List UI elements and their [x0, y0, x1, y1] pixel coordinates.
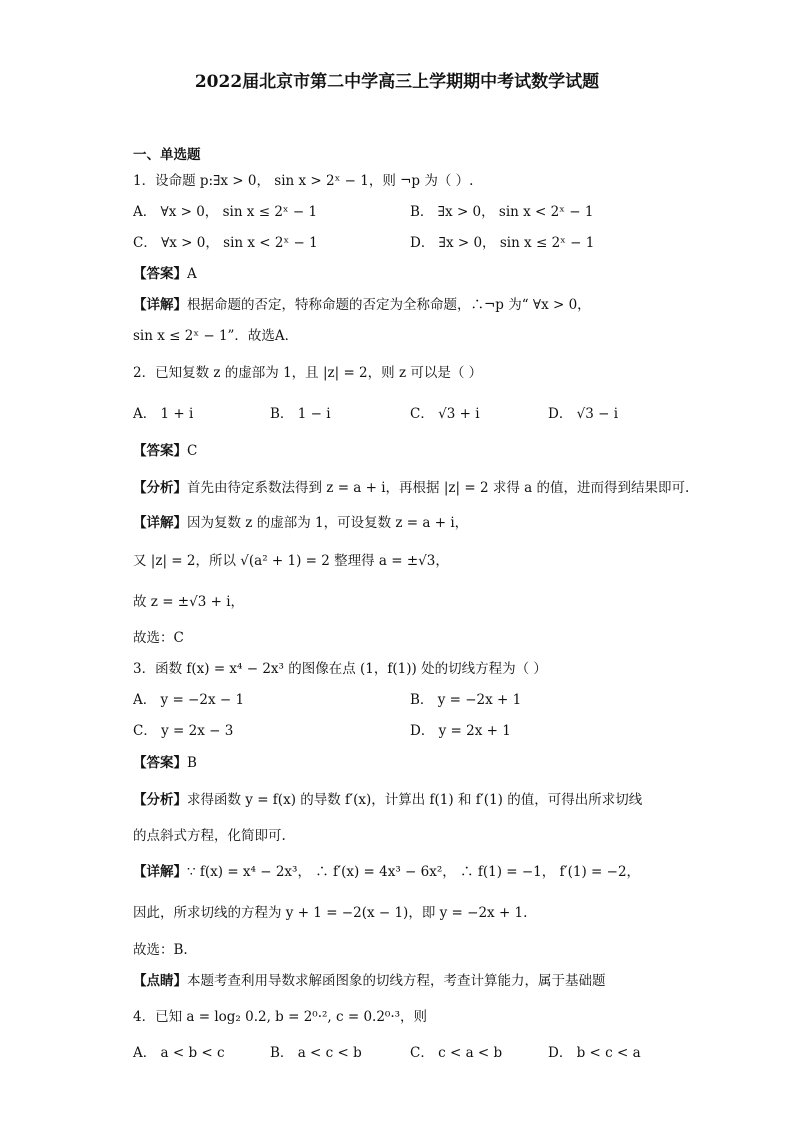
q4-option-b: B． a < c < b: [270, 1045, 362, 1061]
q2-answer: [133, 441, 754, 461]
q1-detail-line2: sin x ≤ 2ˣ − 1”．故选A．: [133, 328, 299, 344]
detail-text: 因为复数 z 的虚部为 1，可设复数 z = a + i，: [187, 515, 469, 531]
detail-text: ∵ f(x) = x⁴ − 2x³， ∴ f′(x) = 4x³ − 6x²， ∴ f(1) = −1， f′(1) = −2，: [187, 864, 641, 880]
q1-option-c: C． ∀x > 0， sin x < 2ˣ − 1: [133, 235, 318, 251]
q3-option-a: A． y = −2x − 1: [133, 692, 245, 708]
q3-analysis-line2: 的点斜式方程，化简即可.: [133, 828, 286, 844]
q4-options: [133, 1043, 754, 1063]
q3-stem: 3．函数 f(x) = x⁴ − 2x³ 的图像在点 (1，f(1)) 处的切线方程为（ ）: [133, 661, 547, 677]
q3-option-d: D． y = 2x + 1: [410, 723, 511, 739]
section-heading: 一、单选题: [133, 147, 201, 163]
analysis-tag: 【分析】: [133, 480, 187, 496]
q3-answer: [133, 753, 754, 773]
detail-tag: 【详解】: [133, 297, 187, 313]
answer-value: B: [187, 755, 197, 771]
q2-detail-line3: 故 z = ±√3 + i，: [133, 594, 245, 610]
q1-detail-line1: [133, 295, 754, 315]
q3-comment: [133, 971, 754, 991]
q3-detail-line3: 故选：B.: [133, 942, 188, 958]
answer-tag: 【答案】: [133, 755, 187, 771]
q4-option-a: A． a < b < c: [133, 1045, 225, 1061]
q2-analysis: [133, 478, 754, 498]
q1-options-row1: [133, 202, 754, 222]
q2-option-c: C． √3 + i: [410, 406, 480, 422]
detail-text: 根据命题的否定，特称命题的否定为全称命题，∴¬p 为“ ∀x > 0，: [187, 297, 591, 313]
q2-option-a: A． 1 + i: [133, 406, 194, 422]
q3-detail-line2: 因此，所求切线的方程为 y + 1 = −2(x − 1)，即 y = −2x + 1.: [133, 905, 528, 921]
comment-tag: 【点睛】: [133, 973, 187, 989]
q1-option-a: A． ∀x > 0， sin x ≤ 2ˣ − 1: [133, 204, 318, 220]
q2-detail-line1: [133, 513, 754, 533]
q2-option-d: D． √3 − i: [548, 406, 619, 422]
q1-option-b: B． ∃x > 0， sin x < 2ˣ − 1: [410, 204, 594, 220]
q2-detail-line4: 故选：C: [133, 630, 184, 646]
q3-options-row2: [133, 721, 754, 741]
q2-option-b: B． 1 − i: [270, 406, 331, 422]
q1-option-d: D． ∃x > 0， sin x ≤ 2ˣ − 1: [410, 235, 595, 251]
q4-option-d: D． b < c < a: [548, 1045, 641, 1061]
page-title: 2022届北京市第二中学高三上学期期中考试数学试题: [194, 72, 600, 92]
q1-answer: [133, 264, 754, 284]
q4-option-c: C． c < a < b: [410, 1045, 503, 1061]
q1-options-row2: [133, 233, 754, 253]
q3-analysis-line1: [133, 790, 754, 810]
analysis-text: 求得函数 y = f(x) 的导数 f′(x)，计算出 f(1) 和 f′(1) 的值，可得出所求切线: [187, 792, 643, 808]
detail-tag: 【详解】: [133, 515, 187, 531]
analysis-text: 首先由待定系数法得到 z = a + i，再根据 |z| = 2 求得 a 的值，进而得到结果即可.: [187, 480, 690, 496]
analysis-tag: 【分析】: [133, 792, 187, 808]
q3-options-row1: [133, 690, 754, 710]
q3-detail-line1: [133, 862, 754, 882]
comment-text: 本题考查利用导数求解函图象的切线方程，考查计算能力，属于基础题: [187, 973, 606, 989]
detail-tag: 【详解】: [133, 864, 187, 880]
answer-tag: 【答案】: [133, 266, 187, 282]
q2-detail-line2: 又 |z| = 2，所以 √(a² + 1) = 2 整理得 a = ±√3，: [133, 553, 449, 569]
answer-value: A: [187, 266, 197, 282]
answer-tag: 【答案】: [133, 443, 187, 459]
q2-options: [133, 404, 754, 424]
q4-stem: 4．已知 a = log₂ 0.2, b = 2⁰·², c = 0.2⁰·³，则: [133, 1009, 428, 1025]
q3-option-b: B． y = −2x + 1: [410, 692, 522, 708]
q2-stem: 2．已知复数 z 的虚部为 1，且 |z| = 2，则 z 可以是（ ）: [133, 365, 483, 381]
answer-value: C: [187, 443, 198, 459]
q1-stem: 1．设命题 p:∃x > 0， sin x > 2ˣ − 1，则 ¬p 为（ ）.: [133, 173, 474, 189]
q3-option-c: C． y = 2x − 3: [133, 723, 234, 739]
